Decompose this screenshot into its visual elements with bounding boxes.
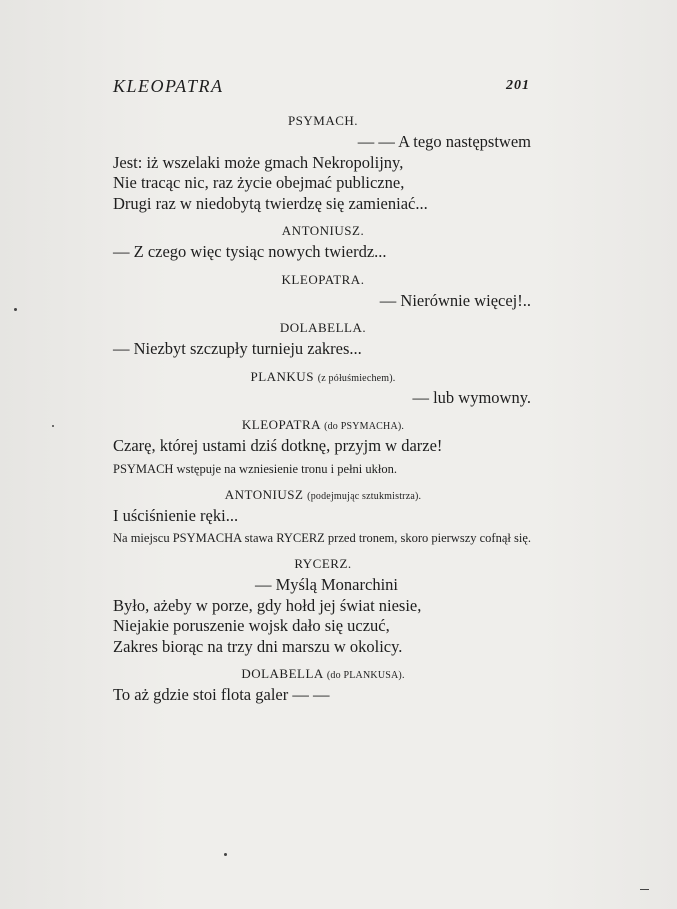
verse-line: Było, ażeby w porze, gdy hołd jej świat niesie,: [113, 595, 422, 615]
speaker-name: KLEOPATRA: [241, 417, 321, 432]
stage-direction: PSYMACH wstępuje na wzniesienie tronu i pełni ukłon.: [113, 461, 397, 476]
speaker-name: DOLABELLA: [241, 666, 324, 681]
speaker-psymach: PSYMACH.: [287, 113, 359, 128]
speaker-antoniusz: [113, 484, 533, 506]
verse-line: — Z czego więc tysiąc nowych twierdz...: [113, 242, 387, 261]
speaker-kleopatra: KLEOPATRA.: [281, 271, 365, 287]
verse-line: I uściśnienie ręki...: [113, 505, 239, 525]
verse-line: Zakres biorąc na trzy dni marszu w okolicy.: [113, 636, 403, 656]
paper-speck: [640, 889, 649, 890]
stage-direction: Na miejscu PSYMACHA stawa RYCERZ przed tronem, skoro pierwszy cofnął się.: [113, 531, 531, 545]
paper-speck: [224, 853, 227, 856]
stage-direction-inline: (podejmując sztukmistrza).: [307, 490, 422, 502]
speaker-antoniusz: ANTONIUSZ.: [281, 223, 365, 238]
verse-line: Jest: iż wszelaki może gmach Nekropolijny,: [113, 152, 404, 172]
verse-line: Niejakie poruszenie wojsk dało się uczuć,: [113, 616, 390, 635]
stage-direction-inline: (do PSYMACHA).: [324, 421, 405, 432]
paper-speck: [52, 425, 54, 427]
speaker-kleopatra: [113, 414, 533, 436]
play-text: [113, 110, 533, 706]
verse-line: — — A tego następstwem: [357, 132, 531, 151]
page-header: [113, 76, 530, 100]
speaker-name: ANTONIUSZ: [224, 486, 304, 502]
verse-line: — Myślą Monarchini: [255, 575, 398, 594]
verse-line: Czarę, której ustami dziś dotknę, przyjm w darze!: [113, 436, 443, 455]
stage-direction-inline: (z półuśmiechem).: [317, 372, 396, 384]
verse-line: — lub wymowny.: [412, 387, 531, 407]
verse-line: To aż gdzie stoi flota galer — —: [113, 685, 330, 704]
verse-line: Drugi raz w niedobytą twierdzę się zamieniać...: [113, 193, 428, 213]
verse-line: Nie tracąc nic, raz życie obejmać publiczne,: [113, 173, 405, 192]
speaker-plankus: [113, 366, 533, 388]
running-title: KLEOPATRA: [113, 76, 224, 96]
speaker-rycerz: RYCERZ.: [294, 556, 352, 571]
paper-speck: [14, 308, 17, 311]
stage-direction-inline: (do PLANKUSA).: [326, 670, 405, 681]
speaker-dolabella: [113, 663, 533, 685]
page-number: 201: [506, 78, 530, 93]
verse-line: — Nierównie więcej!..: [379, 290, 531, 310]
speaker-dolabella: DOLABELLA.: [279, 320, 367, 335]
speaker-name: PLANKUS: [250, 368, 314, 384]
verse-line: — Niezbyt szczupły turnieju zakres...: [113, 339, 362, 358]
